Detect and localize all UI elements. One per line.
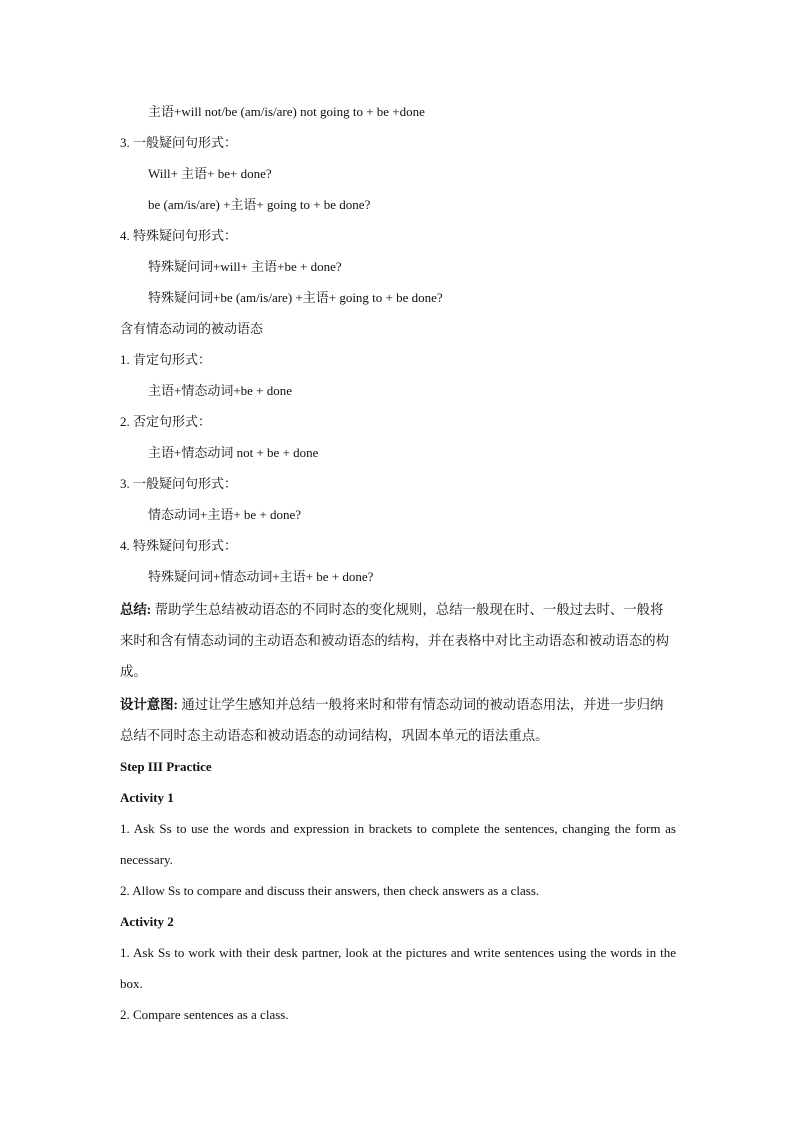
activity-1-item-1: 1. Ask Ss to use the words and expression in brackets to complete the sentences, changing the form as necessary.	[120, 821, 676, 867]
special-question-heading: 4. 特殊疑问句形式：	[120, 228, 238, 243]
affirmative-modal-line: 主语+情态动词+be + done	[148, 383, 293, 398]
interrogative-form-heading: 3. 一般疑问句形式：	[120, 135, 238, 150]
modal-special-question-line: 特殊疑问词+情态动词+主语+ be + done?	[148, 569, 374, 584]
design-intent-label: 设计意图:	[120, 697, 179, 712]
special-question-going-to-line: 特殊疑问词+be (am/is/are) +主语+ going to + be done?	[148, 290, 443, 305]
negative-modal-line: 主语+情态动词 not + be + done	[148, 445, 319, 460]
interrogative-will-line: Will+ 主语+ be+ done?	[148, 166, 272, 181]
summary-paragraph	[120, 594, 676, 687]
modal-interrogative-line: 情态动词+主语+ be + done?	[148, 507, 302, 522]
special-question-will-line: 特殊疑问词+will+ 主语+be + done?	[148, 259, 342, 274]
activity-2-item-1: 1. Ask Ss to work with their desk partner, look at the pictures and write sentences using the words in the box.	[120, 945, 676, 991]
interrogative-going-to-line: be (am/is/are) +主语+ going to + be done?	[148, 197, 371, 212]
activity-1-item-2: 2. Allow Ss to compare and discuss their answers, then check answers as a class.	[120, 883, 540, 898]
step-heading: Step III Practice	[120, 759, 212, 774]
summary-label: 总结:	[120, 602, 152, 617]
design-intent-paragraph	[120, 689, 676, 751]
affirmative-form-heading: 1. 肯定句形式：	[120, 352, 212, 367]
negative-form-future-line: 主语+will not/be (am/is/are) not going to + be +done	[148, 104, 425, 119]
activity-2-item-2: 2. Compare sentences as a class.	[120, 1007, 289, 1022]
negative-form-heading: 2. 否定句形式：	[120, 414, 212, 429]
modal-special-question-heading: 4. 特殊疑问句形式：	[120, 538, 238, 553]
activity-2-title: Activity 2	[120, 914, 174, 929]
activity-1-title: Activity 1	[120, 790, 174, 805]
modal-passive-heading: 含有情态动词的被动语态	[120, 321, 264, 336]
modal-interrogative-heading: 3. 一般疑问句形式：	[120, 476, 238, 491]
summary-text: 帮助学生总结被动语态的不同时态的变化规则，总结一般现在时、一般过去时、一般将来时和含有情态动词的主动语态和被动语态的结构，并在表格中对比主动语态和被动语态的构成。	[120, 602, 670, 679]
design-intent-text: 通过让学生感知并总结一般将来时和带有情态动词的被动语态用法，并进一步归纳总结不同时态主动语态和被动语态的动词结构，巩固本单元的语法重点。	[120, 697, 664, 743]
